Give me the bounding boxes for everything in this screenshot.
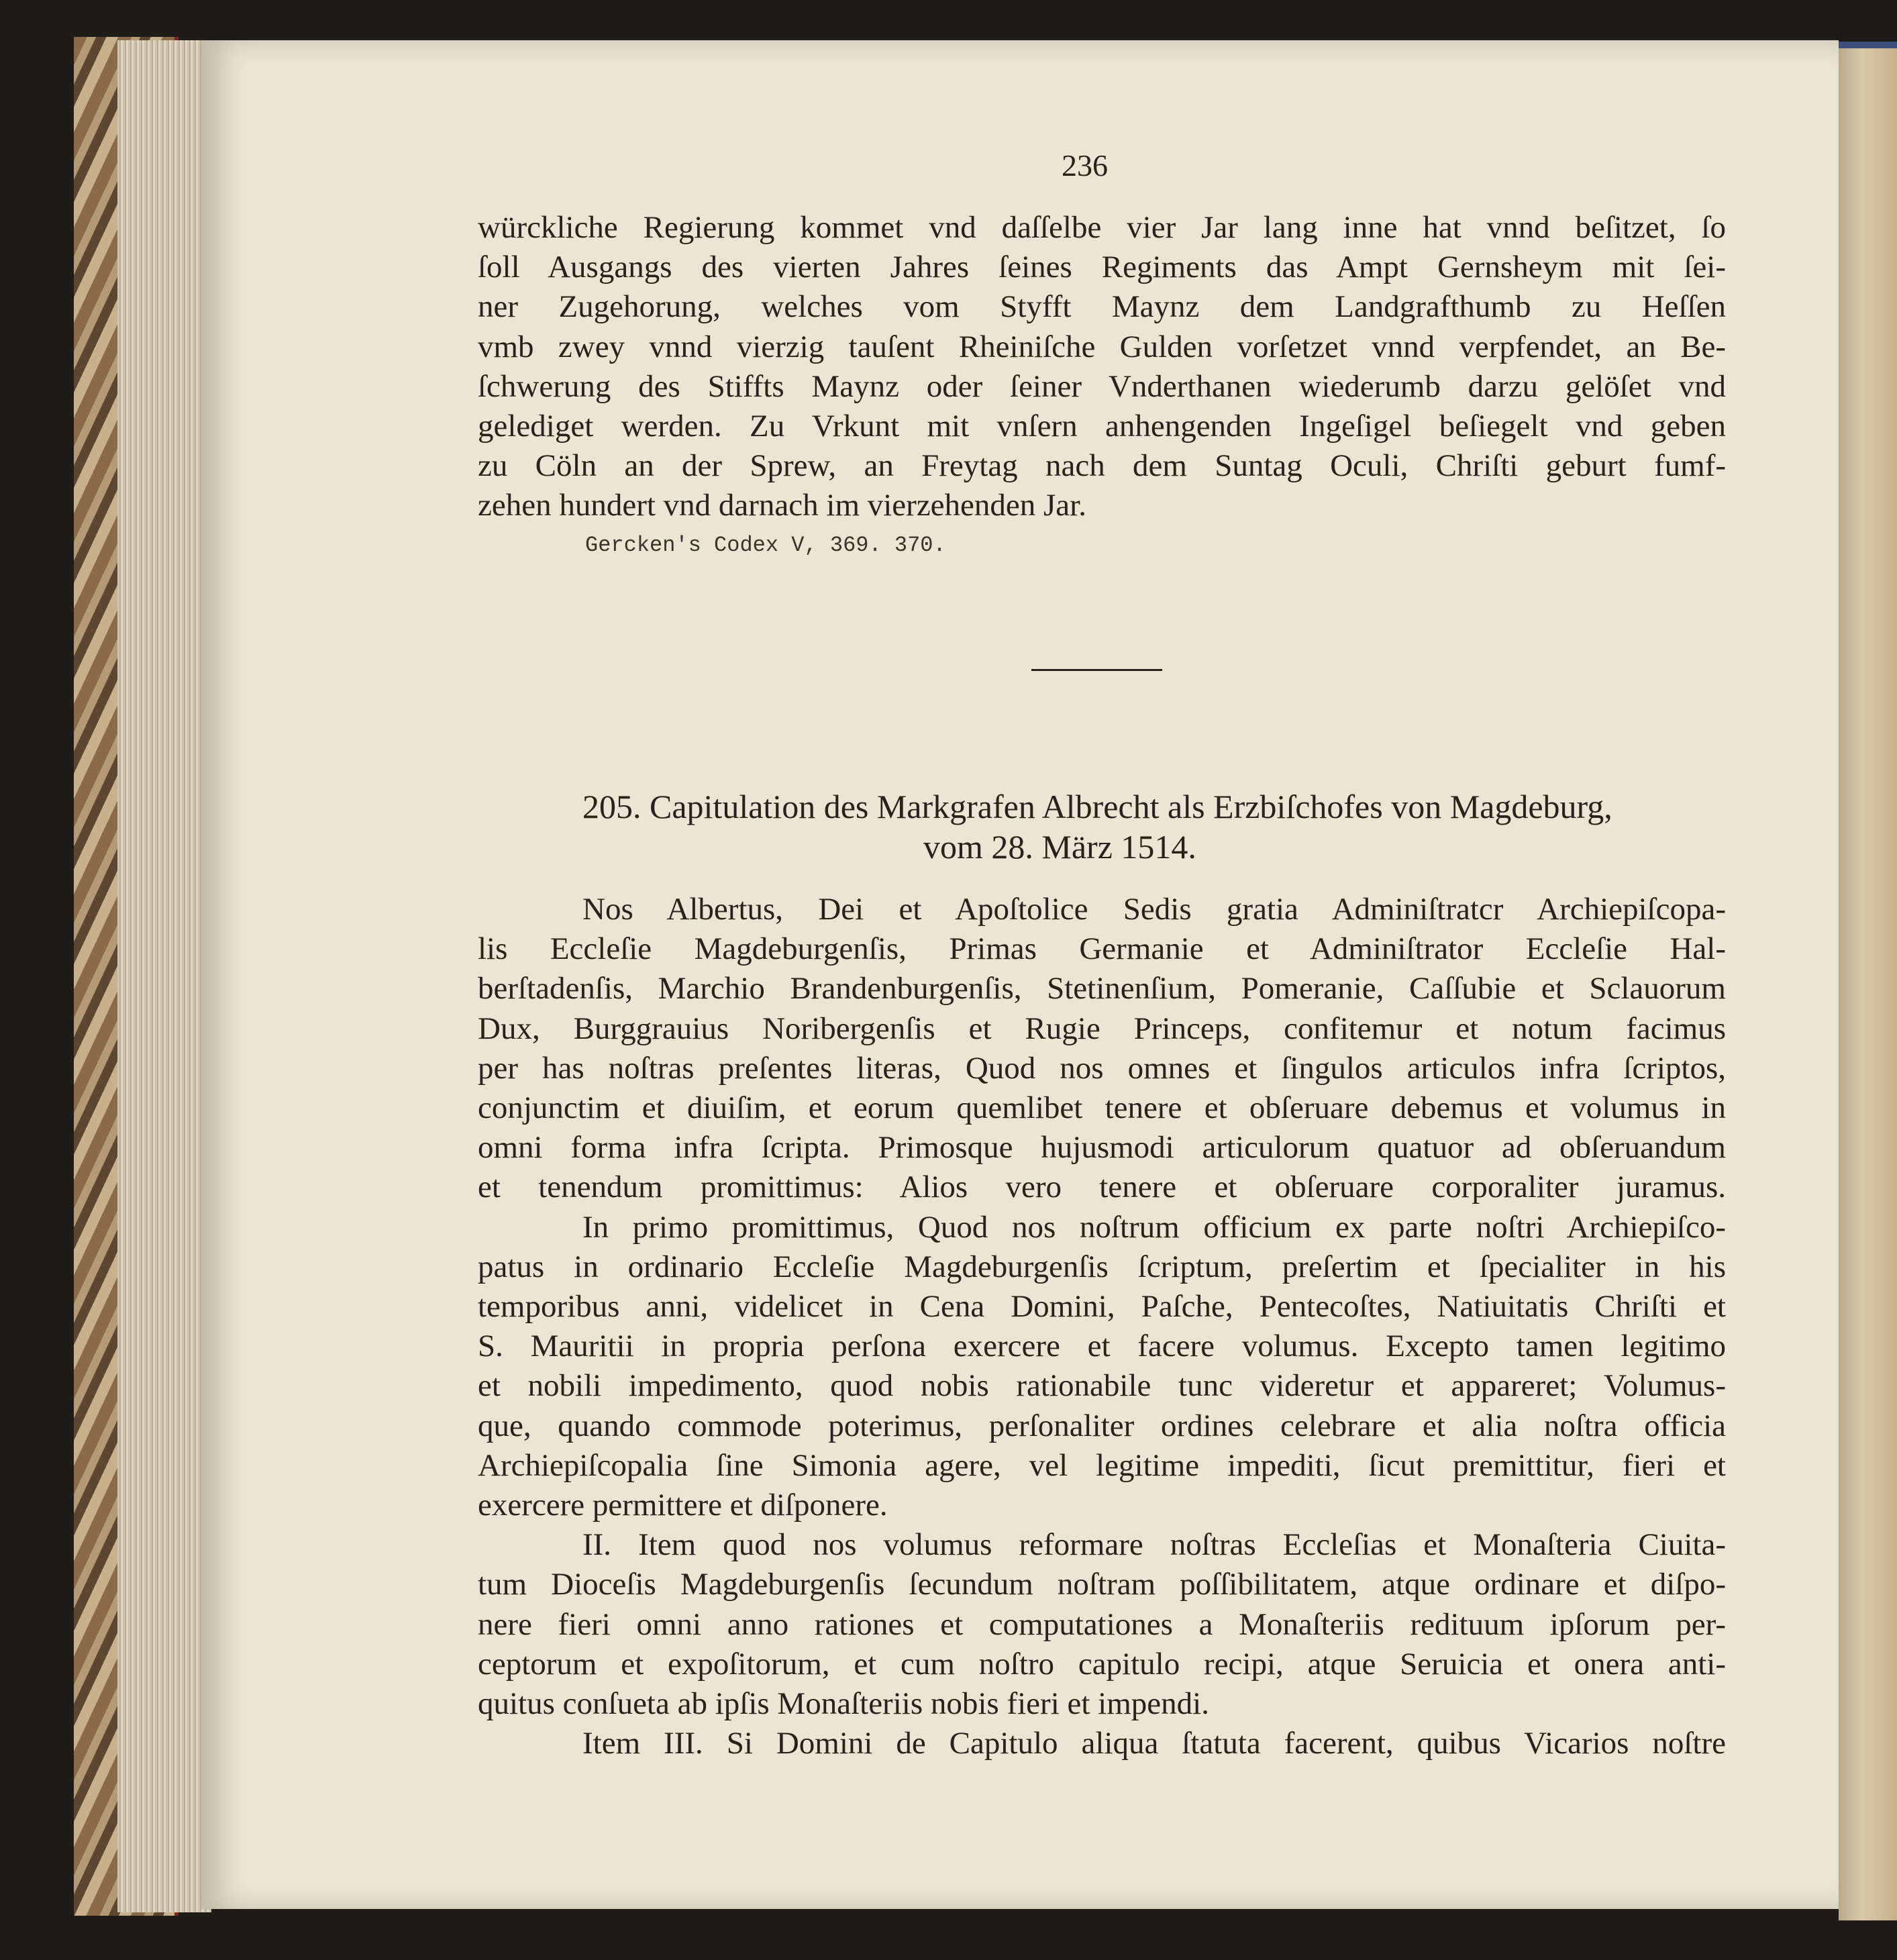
text-line: conjunctim et diuiſim, et eorum quemlibet tenere et obſeruare debemus et volumus in <box>478 1090 1726 1126</box>
source-citation: Gercken's Codex V, 369. 370. <box>585 532 946 558</box>
text-line: Item III. Si Domini de Capitulo aliqua ſtatuta facerent, quibus Vicarios noſtre <box>582 1726 1726 1761</box>
text-line: per has noſtras preſentes literas, Quod nos omnes et ſingulos articulos infra ſcriptos, <box>478 1050 1726 1086</box>
heading-date: vom 28. März 1514. <box>923 828 1196 866</box>
text-line: ner Zugehorung, welches vom Styfft Maynz dem Landgrafthumb zu Heſſen <box>478 289 1726 325</box>
text-line: lis Eccleſie Magdeburgenſis, Primas Germanie et Adminiſtrator Eccleſie Hal- <box>478 931 1726 967</box>
top-paragraph <box>478 208 1726 526</box>
text-line: quitus conſueta ab ipſis Monaſteriis nobis fieri et impendi. <box>478 1686 1209 1722</box>
text-line: II. Item quod nos volumus reformare noſtras Eccleſias et Monaſteria Ciuita- <box>582 1527 1726 1563</box>
page-number: 236 <box>1062 148 1108 183</box>
text-line: que, quando commode poterimus, perſonaliter ordines celebrare et alia noſtra officia <box>478 1408 1726 1443</box>
text-line: gelediget werden. Zu Vrkunt mit vnſern anhengenden Ingeſigel beſiegelt vnd geben <box>478 409 1726 444</box>
text-line: Dux, Burggrauius Noribergenſis et Rugie Princeps, confitemur et notum facimus <box>478 1011 1726 1046</box>
text-line: ſoll Ausgangs des vierten Jahres ſeines Regiments das Ampt Gernsheym mit ſei- <box>478 250 1726 285</box>
text-line: patus in ordinario Eccleſie Magdeburgenſis ſcriptum, preſertim et ſpecialiter in his <box>478 1249 1726 1284</box>
text-line: tum Dioceſis Magdeburgenſis ſecundum noſtram poſſibilitatem, atque ordinare et diſpo- <box>478 1567 1726 1602</box>
text-line: exercere permittere et diſponere. <box>478 1488 888 1523</box>
paragraph-in-primo <box>478 1208 1726 1526</box>
text-line: temporibus anni, videlicet in Cena Domini, Paſche, Pentecoſtes, Natiuitatis Chriſti et <box>478 1289 1726 1325</box>
text-line: ceptorum et expoſitorum, et cum noſtro capitulo recipi, atque Seruicia et onera anti- <box>478 1646 1726 1682</box>
text-line: zu Cöln an der Sprew, an Freytag nach dem Suntag Oculi, Chriſti geburt fumf- <box>478 448 1726 484</box>
paragraph-iii <box>478 1724 1726 1763</box>
text-line: würckliche Regierung kommet vnd daſſelbe vier Jar lang inne hat vnnd beſitzet, ſo <box>478 210 1726 245</box>
text-line: berſtadenſis, Marchio Brandenburgenſis, Stetinenſium, Pomeranie, Caſſubie et Sclauorum <box>478 971 1726 1007</box>
page-edges <box>117 40 211 1912</box>
text-line: Nos Albertus, Dei et Apoſtolice Sedis gratia Adminiſtratcr Archiepiſcopa- <box>582 892 1726 927</box>
text-line: In primo promittimus, Quod nos noſtrum officium ex parte noſtri Archiepiſco- <box>582 1209 1726 1245</box>
text-line: vmb zwey vnnd vierzig tauſent Rheiniſche Gulden vorſetzet vnnd verpfendet, an Be- <box>478 329 1726 364</box>
section-divider <box>1031 669 1162 671</box>
paragraph-nos-albertus <box>478 890 1726 1208</box>
text-line: Archiepiſcopalia ſine Simonia agere, vel legitime impediti, ſicut premittitur, fieri et <box>478 1447 1726 1483</box>
heading-title: 205. Capitulation des Markgrafen Albrecht als Erzbiſchofes von Magdeburg, <box>582 788 1612 825</box>
document-heading <box>582 786 1649 867</box>
text-line: zehen hundert vnd darnach im vierzehenden Jar. <box>478 488 1086 523</box>
text-line: nere fieri omni anno rationes et computationes a Monaſteriis redituum ipſorum per- <box>478 1606 1726 1642</box>
top-text-block <box>478 208 1726 558</box>
text-line: et nobili impedimento, quod nobis rationabile tunc videretur et appareret; Volumus- <box>478 1368 1726 1404</box>
text-line: et tenendum promittimus: Alios vero tenere et obſeruare corporaliter juramus. <box>478 1170 1726 1205</box>
text-line: ſchwerung des Stiffts Maynz oder ſeiner Vnderthanen wiederumb darzu gelöſet vnd <box>478 368 1726 404</box>
latin-text-block <box>478 890 1726 1763</box>
facing-page-edge <box>1839 42 1897 1920</box>
text-line: omni forma infra ſcripta. Primosque hujusmodi articulorum quatuor ad obſeruandum <box>478 1130 1726 1166</box>
text-line: S. Mauritii in propria perſona exercere et facere volumus. Excepto tamen legitimo <box>478 1329 1726 1364</box>
paragraph-ii <box>478 1525 1726 1724</box>
